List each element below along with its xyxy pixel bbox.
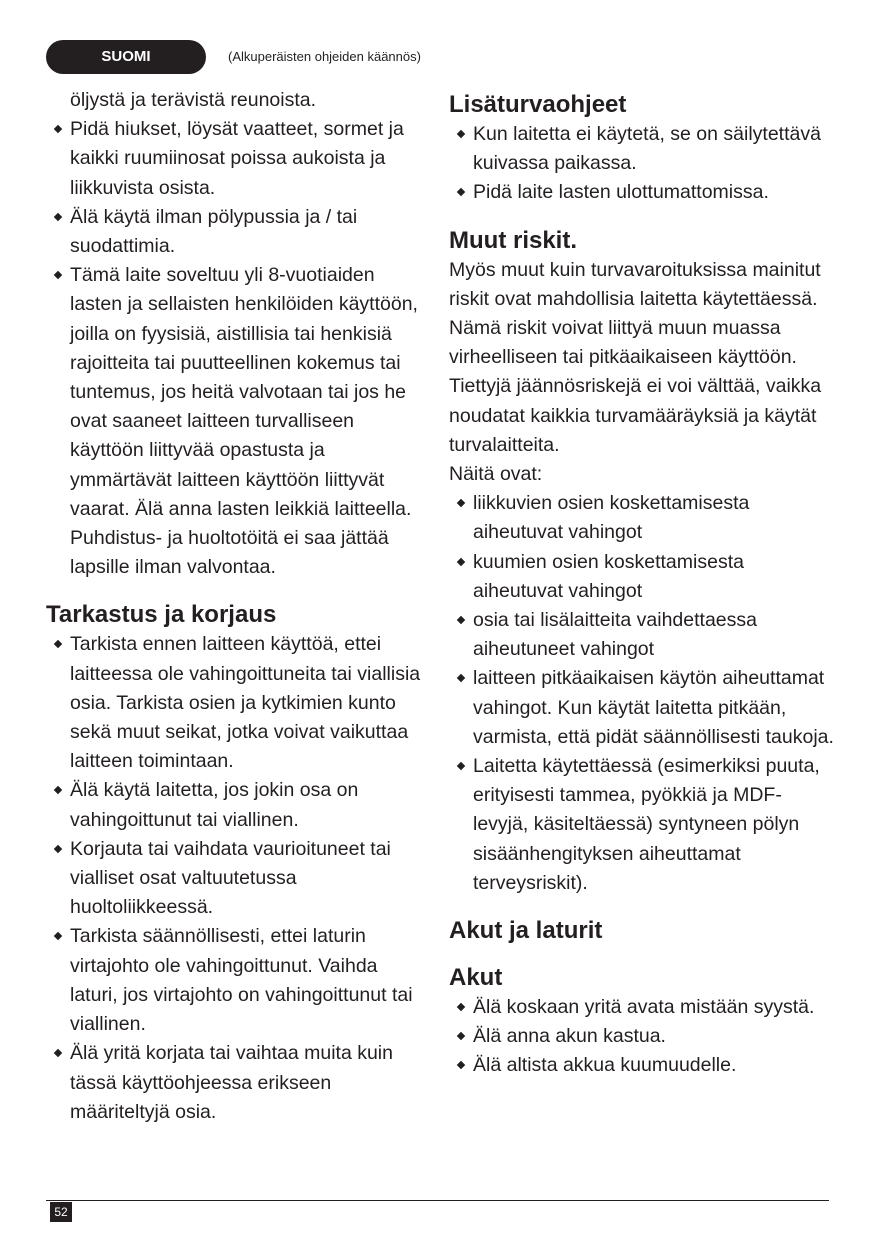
- bullet-icon: [457, 1061, 465, 1069]
- bullet-icon: [54, 932, 62, 940]
- additional-safety-list: [449, 120, 834, 208]
- risks-bullet-list: [449, 489, 834, 898]
- list-item: Tarkista ennen laitteen käyttöä, ettei laitteessa ole vahingoittuneita tai viallisia osia. Tarkista osien ja kytkimien kunto sekä muut seikat, jotka voivat vaikuttaa laitteen toimintaan.: [46, 630, 426, 776]
- language-badge: SUOMI: [46, 40, 206, 74]
- list-item: laitteen pitkäaikaisen käytön aiheuttamat vahingot. Kun käytät laitetta pitkään, varmista, että pidät säännöllisesti taukoja.: [449, 664, 834, 752]
- bullet-icon: [457, 616, 465, 624]
- bullet-icon: [54, 271, 62, 279]
- batteries-heading: Akut: [449, 964, 503, 992]
- list-item: Kun laitetta ei käytetä, se on säilytettävä kuivassa paikassa.: [449, 120, 834, 178]
- list-item: Tämä laite soveltuu yli 8-vuotiaiden lasten ja sellaisten henkilöiden käyttöön, joilla on fyysisiä, aistillisia tai henkisiä rajoitteita tai puutteellinen kokemus tai tuntemus, jos heitä valvotaan tai jos he ovat saaneet laitteen turvalliseen käyttöön liittyvää opastusta ja ymmärtävät laitteen käyttöön liittyvät vaarat. Älä anna lasten leikkiä laitteella. Puhdistus- ja huoltotöitä ei saa jättää lapsille ilman valvontaa.: [46, 261, 426, 582]
- inspection-bullet-list: [46, 630, 426, 1126]
- bullet-icon: [457, 1003, 465, 1011]
- list-item: Tarkista säännöllisesti, ettei laturin virtajohto ole vahingoittunut. Vaihda laturi, jos virtajohto on vahingoittunut tai viallinen.: [46, 922, 426, 1039]
- list-item: Älä altista akkua kuumuudelle.: [449, 1051, 834, 1080]
- risks-paragraph: Näitä ovat:: [449, 463, 543, 486]
- footer-rule: [46, 1200, 829, 1201]
- list-item: Älä koskaan yritä avata mistään syystä.: [449, 993, 834, 1022]
- additional-safety-heading: Lisäturvaohjeet: [449, 91, 627, 118]
- bullet-icon: [54, 213, 62, 221]
- bullet-icon: [54, 125, 62, 133]
- page-number: 52: [50, 1202, 72, 1222]
- continuation-text: öljystä ja terävistä reunoista.: [70, 89, 317, 111]
- residual-risks-heading: Muut riskit.: [449, 226, 578, 254]
- bullet-icon: [457, 130, 465, 138]
- batteries-bullet-list: [449, 993, 834, 1081]
- bullet-icon: [54, 786, 62, 794]
- right-column: [449, 86, 834, 1081]
- list-item: osia tai lisälaitteita vaihdettaessa aiheutuneet vahingot: [449, 606, 834, 664]
- bullet-icon: [457, 557, 465, 565]
- bullet-icon: [54, 845, 62, 853]
- risks-paragraph: Tiettyjä jäännösriskejä ei voi välttää, vaikka noudatat kaikkia turvamääräyksiä ja käytät turvalaitteita.: [449, 375, 822, 456]
- list-item: Älä anna akun kastua.: [449, 1022, 834, 1051]
- inspection-heading: Tarkastus ja korjaus: [46, 601, 277, 629]
- list-item: Älä käytä ilman pölypussia ja / tai suodattimia.: [46, 203, 426, 261]
- bullet-icon: [54, 640, 62, 648]
- bullet-icon: [457, 674, 465, 682]
- list-item: kuumien osien koskettamisesta aiheutuvat vahingot: [449, 548, 834, 606]
- list-item: Korjauta tai vaihdata vaurioituneet tai vialliset osat valtuutetussa huoltoliikkeessä.: [46, 835, 426, 923]
- bullet-icon: [457, 188, 465, 196]
- bullet-icon: [54, 1049, 62, 1057]
- list-item: Pidä hiukset, löysät vaatteet, sormet ja kaikki ruumiinosat poissa aukoista ja liikkuvista osista.: [46, 115, 426, 203]
- list-item: Pidä laite lasten ulottumattomissa.: [449, 178, 834, 207]
- left-column: [46, 86, 426, 1127]
- list-item: Laitetta käytettäessä (esimerkiksi puuta, erityisesti tammea, pyökkiä ja MDF-levyjä, käsiteltäessä) syntyneen pölyn sisäänhengityksen aiheuttamat terveysriskit).: [449, 752, 834, 898]
- list-item: Älä yritä korjata tai vaihtaa muita kuin tässä käyttöohjeessa erikseen määriteltyjä osia.: [46, 1039, 426, 1127]
- bullet-icon: [457, 499, 465, 507]
- bullet-icon: [457, 762, 465, 770]
- list-item: liikkuvien osien koskettamisesta aiheutuvat vahingot: [449, 489, 834, 547]
- translation-note: (Alkuperäisten ohjeiden käännös): [228, 49, 421, 64]
- list-item: Älä käytä laitetta, jos jokin osa on vahingoittunut tai viallinen.: [46, 776, 426, 834]
- risks-paragraph: Myös muut kuin turvavaroituksissa mainitut riskit ovat mahdollisia laitetta käytettäessä. Nämä riskit voivat liittyä muun muassa virheelliseen tai pitkäaikaiseen käyttöön.: [449, 258, 821, 369]
- bullet-icon: [457, 1032, 465, 1040]
- batteries-chargers-heading: Akut ja laturit: [449, 917, 603, 945]
- safety-bullet-list: [46, 115, 426, 582]
